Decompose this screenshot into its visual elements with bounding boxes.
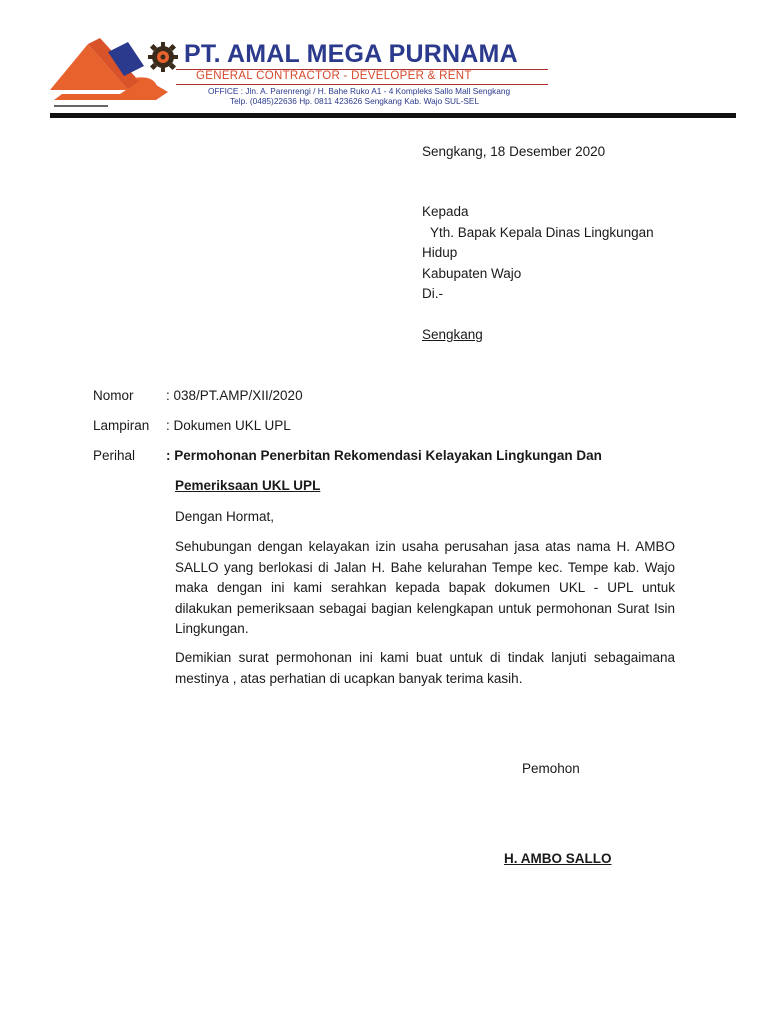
body-paragraph-1: Sehubungan dengan kelayakan izin usaha perusahan jasa atas nama H. AMBO SALLO yang berlokasi di Jalan H. Bahe kelurahan Tempe kec. Tempe kab. Wajo maka dengan ini kami serahkan kepada bapak dokumen UKL - UPL untuk dilakukan pemeriksaan sebagai bagian kelengkapan untuk permohonan Surat Isin Lingkungan.	[175, 539, 675, 636]
office-phone: Telp. (0485)22636 Hp. 0811 423626 Sengkang Kab. Wajo SUL-SEL	[230, 96, 480, 106]
lampiran-value: : Dokumen UKL UPL	[166, 418, 291, 433]
lampiran-label: Lampiran	[93, 418, 150, 433]
recipient-line-3: Kabupaten Wajo	[422, 266, 522, 281]
signature-role: Pemohon	[522, 761, 580, 776]
greeting: Dengan Hormat,	[175, 509, 275, 524]
nomor-value: : 038/PT.AMP/XII/2020	[166, 388, 303, 403]
recipient-city: Sengkang	[422, 327, 483, 342]
recipient-line-4: Di.-	[422, 286, 443, 301]
recipient-line-1: Yth. Bapak Kepala Dinas Lingkungan	[430, 225, 654, 240]
office-address: OFFICE : Jln. A. Parenrengi / H. Bahe Ruko A1 - 4 Kompleks Sallo Mall Sengkang	[208, 86, 511, 96]
perihal-value-continued: Pemeriksaan UKL UPL	[175, 478, 321, 493]
letterhead-divider	[50, 113, 736, 118]
company-tagline: GENERAL CONTRACTOR - DEVELOPER & RENT	[196, 70, 472, 82]
gear-icon	[148, 42, 178, 72]
nomor-label: Nomor	[93, 388, 134, 403]
recipient-line-2: Hidup	[422, 245, 458, 260]
letter-date: Sengkang, 18 Desember 2020	[422, 144, 606, 159]
body-paragraph-2: Demikian surat permohonan ini kami buat untuk di tindak lanjuti sebagaimana mestinya , atas perhatian di ucapkan banyak terima kasih.	[175, 650, 675, 686]
recipient-kepada: Kepada	[422, 204, 469, 219]
perihal-label: Perihal	[93, 448, 136, 463]
perihal-value: : Permohonan Penerbitan Rekomendasi Kelayakan Lingkungan Dan	[166, 448, 602, 463]
company-name: PT. AMAL MEGA PURNAMA	[184, 40, 518, 68]
signature-name: H. AMBO SALLO	[504, 851, 612, 866]
